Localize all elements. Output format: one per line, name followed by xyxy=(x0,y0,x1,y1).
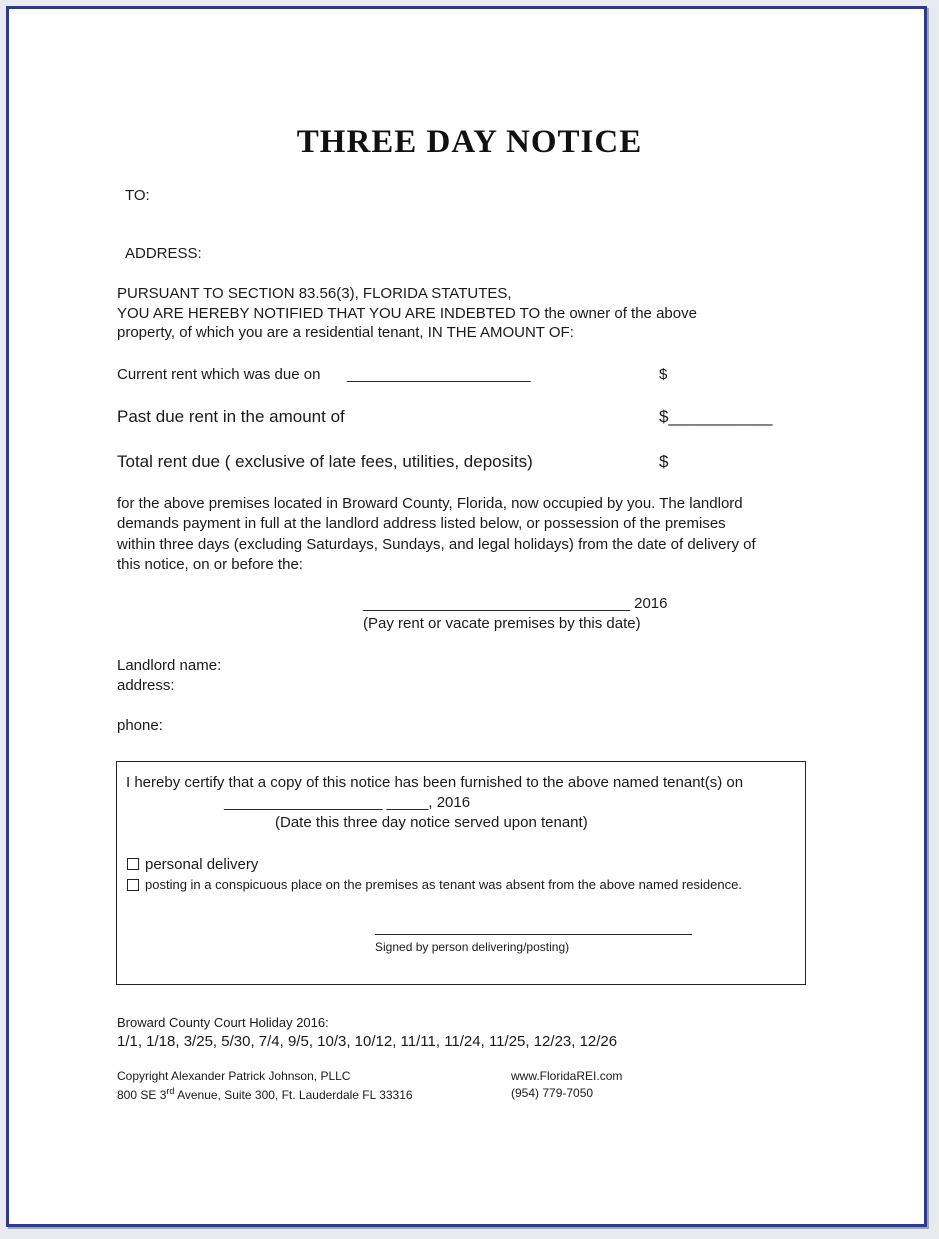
posting-checkbox[interactable] xyxy=(127,879,139,891)
premises-line-1: for the above premises located in Broward County, Florida, now occupied by you. The landlord xyxy=(117,495,743,512)
certificate-of-service-box xyxy=(116,761,806,985)
landlord-phone-label: phone: xyxy=(117,717,163,734)
document-page xyxy=(6,6,927,1227)
past-due-dollar: $___________ xyxy=(659,407,773,426)
footer-copyright: Copyright Alexander Patrick Johnson, PLLC xyxy=(117,1069,351,1083)
document-title: THREE DAY NOTICE xyxy=(296,124,643,160)
posting-option[interactable] xyxy=(127,877,742,892)
signature-line: ______________________________________ xyxy=(375,919,693,936)
holidays-dates: 1/1, 1/18, 3/25, 5/30, 7/4, 9/5, 10/3, 10/12, 11/11, 11/24, 11/25, 12/23, 12/26 xyxy=(117,1033,618,1050)
deadline-date-blank: ________________________________ 2016 xyxy=(363,595,668,612)
to-label: TO: xyxy=(125,187,150,204)
total-rent-label: Total rent due ( exclusive of late fees, utilities, deposits) xyxy=(117,452,533,471)
address-label: ADDRESS: xyxy=(125,245,202,262)
pursuant-line-3: property, of which you are a residential tenant, IN THE AMOUNT OF: xyxy=(117,324,574,341)
personal-delivery-checkbox[interactable] xyxy=(127,858,139,870)
landlord-address-label: address: xyxy=(117,677,175,694)
personal-delivery-label: personal delivery xyxy=(145,856,259,873)
personal-delivery-option[interactable] xyxy=(127,856,258,873)
pursuant-line-1: PURSUANT TO SECTION 83.56(3), FLORIDA STATUTES, xyxy=(117,285,512,302)
premises-line-4: this notice, on or before the: xyxy=(117,556,303,573)
total-rent-dollar: $ xyxy=(659,452,669,471)
premises-line-3: within three days (excluding Saturdays, Sundays, and legal holidays) from the date of delivery of xyxy=(117,536,756,553)
holidays-heading: Broward County Court Holiday 2016: xyxy=(117,1015,329,1030)
footer-address-city: Avenue, Suite 300, Ft. Lauderdale FL 33316 xyxy=(174,1088,413,1102)
deadline-caption: (Pay rent or vacate premises by this date) xyxy=(363,615,641,632)
posting-label: posting in a conspicuous place on the premises as tenant was absent from the above named residence. xyxy=(145,877,742,892)
service-date-caption: (Date this three day notice served upon tenant) xyxy=(275,814,588,831)
footer-phone: (954) 779-7050 xyxy=(511,1086,594,1100)
footer-address-street: 800 SE 3 xyxy=(117,1088,167,1102)
past-due-label: Past due rent in the amount of xyxy=(117,407,345,426)
current-rent-date-blank: ______________________ xyxy=(347,366,531,383)
service-date-blank: ___________________ _____, 2016 xyxy=(224,794,471,811)
pursuant-line-2: YOU ARE HEREBY NOTIFIED THAT YOU ARE INDEBTED TO the owner of the above xyxy=(117,305,697,322)
footer-address-ordinal: rd xyxy=(166,1086,175,1096)
landlord-name-label: Landlord name: xyxy=(117,657,222,674)
premises-line-2: demands payment in full at the landlord address listed below, or possession of the premises xyxy=(117,515,726,532)
current-rent-dollar: $ xyxy=(659,366,668,383)
footer-address xyxy=(117,1086,413,1102)
signature-caption: Signed by person delivering/posting) xyxy=(375,940,570,954)
footer-website[interactable]: www.FloridaREI.com xyxy=(511,1069,623,1083)
current-rent-label: Current rent which was due on xyxy=(117,366,321,383)
certificate-statement: I hereby certify that a copy of this notice has been furnished to the above named tenant(s) on xyxy=(126,774,744,791)
